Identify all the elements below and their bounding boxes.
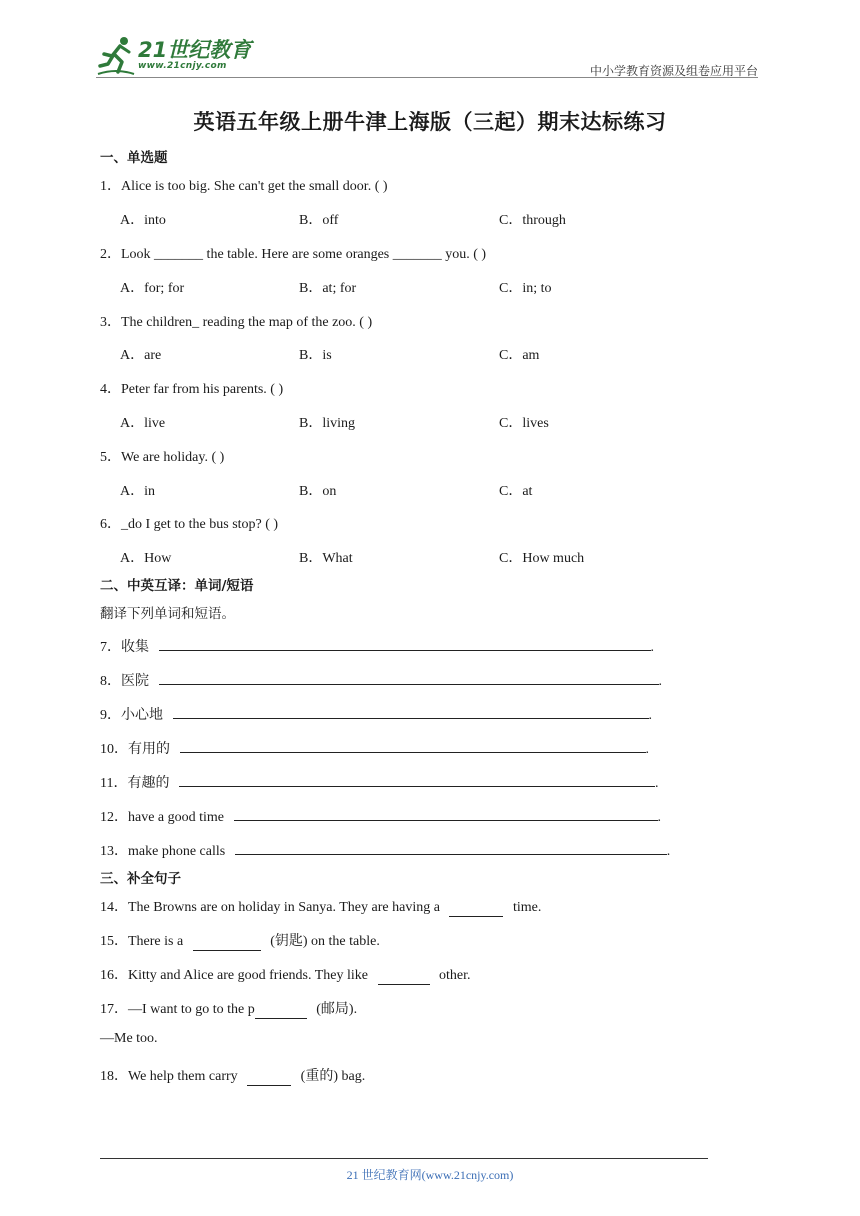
fill-question-18 [100,1065,365,1086]
option-a: A．live [120,416,166,431]
answer-blank[interactable] [179,772,655,787]
option-c: C．am [499,348,540,363]
translate-label: 7．收集 [100,640,149,655]
option-c: C．How much [499,551,585,566]
translate-label: 13．make phone calls [100,844,226,859]
logo-url: www.21cnjy.com [138,61,227,71]
options-1 [120,209,720,229]
answer-blank[interactable] [235,840,667,855]
translate-item-9 [100,704,652,724]
option-b: B．off [299,213,339,228]
fill-question-16 [100,964,471,985]
translate-item-8 [100,670,662,690]
option-b: B．What [299,551,353,566]
question-text: time. [512,900,542,915]
option-a: A．How [120,551,172,566]
question-text: (邮局). [316,1002,358,1017]
footer-divider [100,1158,708,1159]
page-title: 英语五年级上册牛津上海版（三起）期末达标练习 [193,109,667,134]
options-2 [120,277,720,297]
option-c: C．at [499,484,533,499]
fill-question-14 [100,896,541,917]
option-a: A．in [120,484,155,499]
translate-label: 12．have a good time [100,810,225,825]
section-heading-3: 三、补全句子 [100,871,181,887]
translate-label: 9．小心地 [100,708,163,723]
period: . [654,776,659,791]
answer-blank[interactable] [173,704,649,719]
question-5: 5．We are holiday. ( ) [100,450,225,465]
answer-blank[interactable] [247,1069,291,1086]
page-header [96,28,758,78]
translate-label: 10．有用的 [100,742,170,757]
question-6: 6．_do I get to the bus stop? ( ) [100,517,279,532]
options-6 [120,547,720,567]
options-4 [120,412,720,432]
runner-logo-icon [96,34,136,76]
option-c: C．lives [499,416,549,431]
question-text: (重的) bag. [300,1069,366,1084]
question-2: 2．Look _______ the table. Here are some oranges _______ you. ( ) [100,247,487,262]
translate-item-12 [100,806,661,826]
question-4: 4．Peter far from his parents. ( ) [100,382,284,397]
options-5 [120,480,720,500]
period: . [658,674,662,689]
option-a: A．are [120,348,162,363]
translate-label: 8．医院 [100,674,149,689]
period: . [648,708,652,723]
answer-blank[interactable] [234,806,658,821]
header-divider [96,77,758,78]
footer-text: 21 世纪教育网(www.21cnjy.com) [346,1168,514,1182]
period: . [657,810,662,825]
option-a: A．into [120,213,166,228]
question-3: 3．The children_ reading the map of the zoo. ( ) [100,315,373,330]
logo [96,34,251,76]
answer-blank[interactable] [378,968,430,985]
section-heading-2: 二、中英互译：单词/短语 [100,578,254,594]
question-text: other. [439,968,471,983]
option-c: C．in; to [499,281,552,296]
answer-blank[interactable] [180,738,646,753]
platform-text: 中小学教育资源及组卷应用平台 [589,64,758,78]
option-b: B．on [299,484,337,499]
period: . [645,742,649,757]
fill-question-15 [100,930,380,951]
option-b: B．at; for [299,281,357,296]
options-3 [120,344,720,364]
answer-blank[interactable] [159,636,651,651]
question-text: (钥匙) on the table. [270,934,380,949]
question-text: 17．—I want to go to the p [100,1002,255,1017]
translate-item-13 [100,840,670,860]
question-1: 1．Alice is too big. She can't get the small door. ( ) [100,179,388,194]
question-text: 18．We help them carry [100,1069,238,1084]
section-heading-1: 一、单选题 [100,150,168,166]
option-c: C．through [499,213,566,228]
period: . [666,844,671,859]
option-a: A．for; for [120,281,185,296]
answer-blank[interactable] [449,900,503,917]
question-text: 14．The Browns are on holiday in Sanya. They are having a [100,900,440,915]
period: . [650,640,654,655]
answer-blank[interactable] [159,670,659,685]
translate-item-11 [100,772,658,792]
section-instruction: 翻译下列单词和短语。 [100,606,235,622]
translate-label: 11．有趣的 [100,776,170,791]
fill-question-17-reply: —Me too. [100,1031,158,1046]
question-text: 16．Kitty and Alice are good friends. They like [100,968,369,983]
option-b: B．living [299,416,356,431]
option-b: B．is [299,348,332,363]
answer-blank[interactable] [255,1002,307,1019]
translate-item-7 [100,636,654,656]
question-text: 15．There is a [100,934,184,949]
logo-name: 21世纪教育 [138,38,252,62]
translate-item-10 [100,738,649,758]
answer-blank[interactable] [193,934,261,951]
fill-question-17 [100,998,357,1019]
